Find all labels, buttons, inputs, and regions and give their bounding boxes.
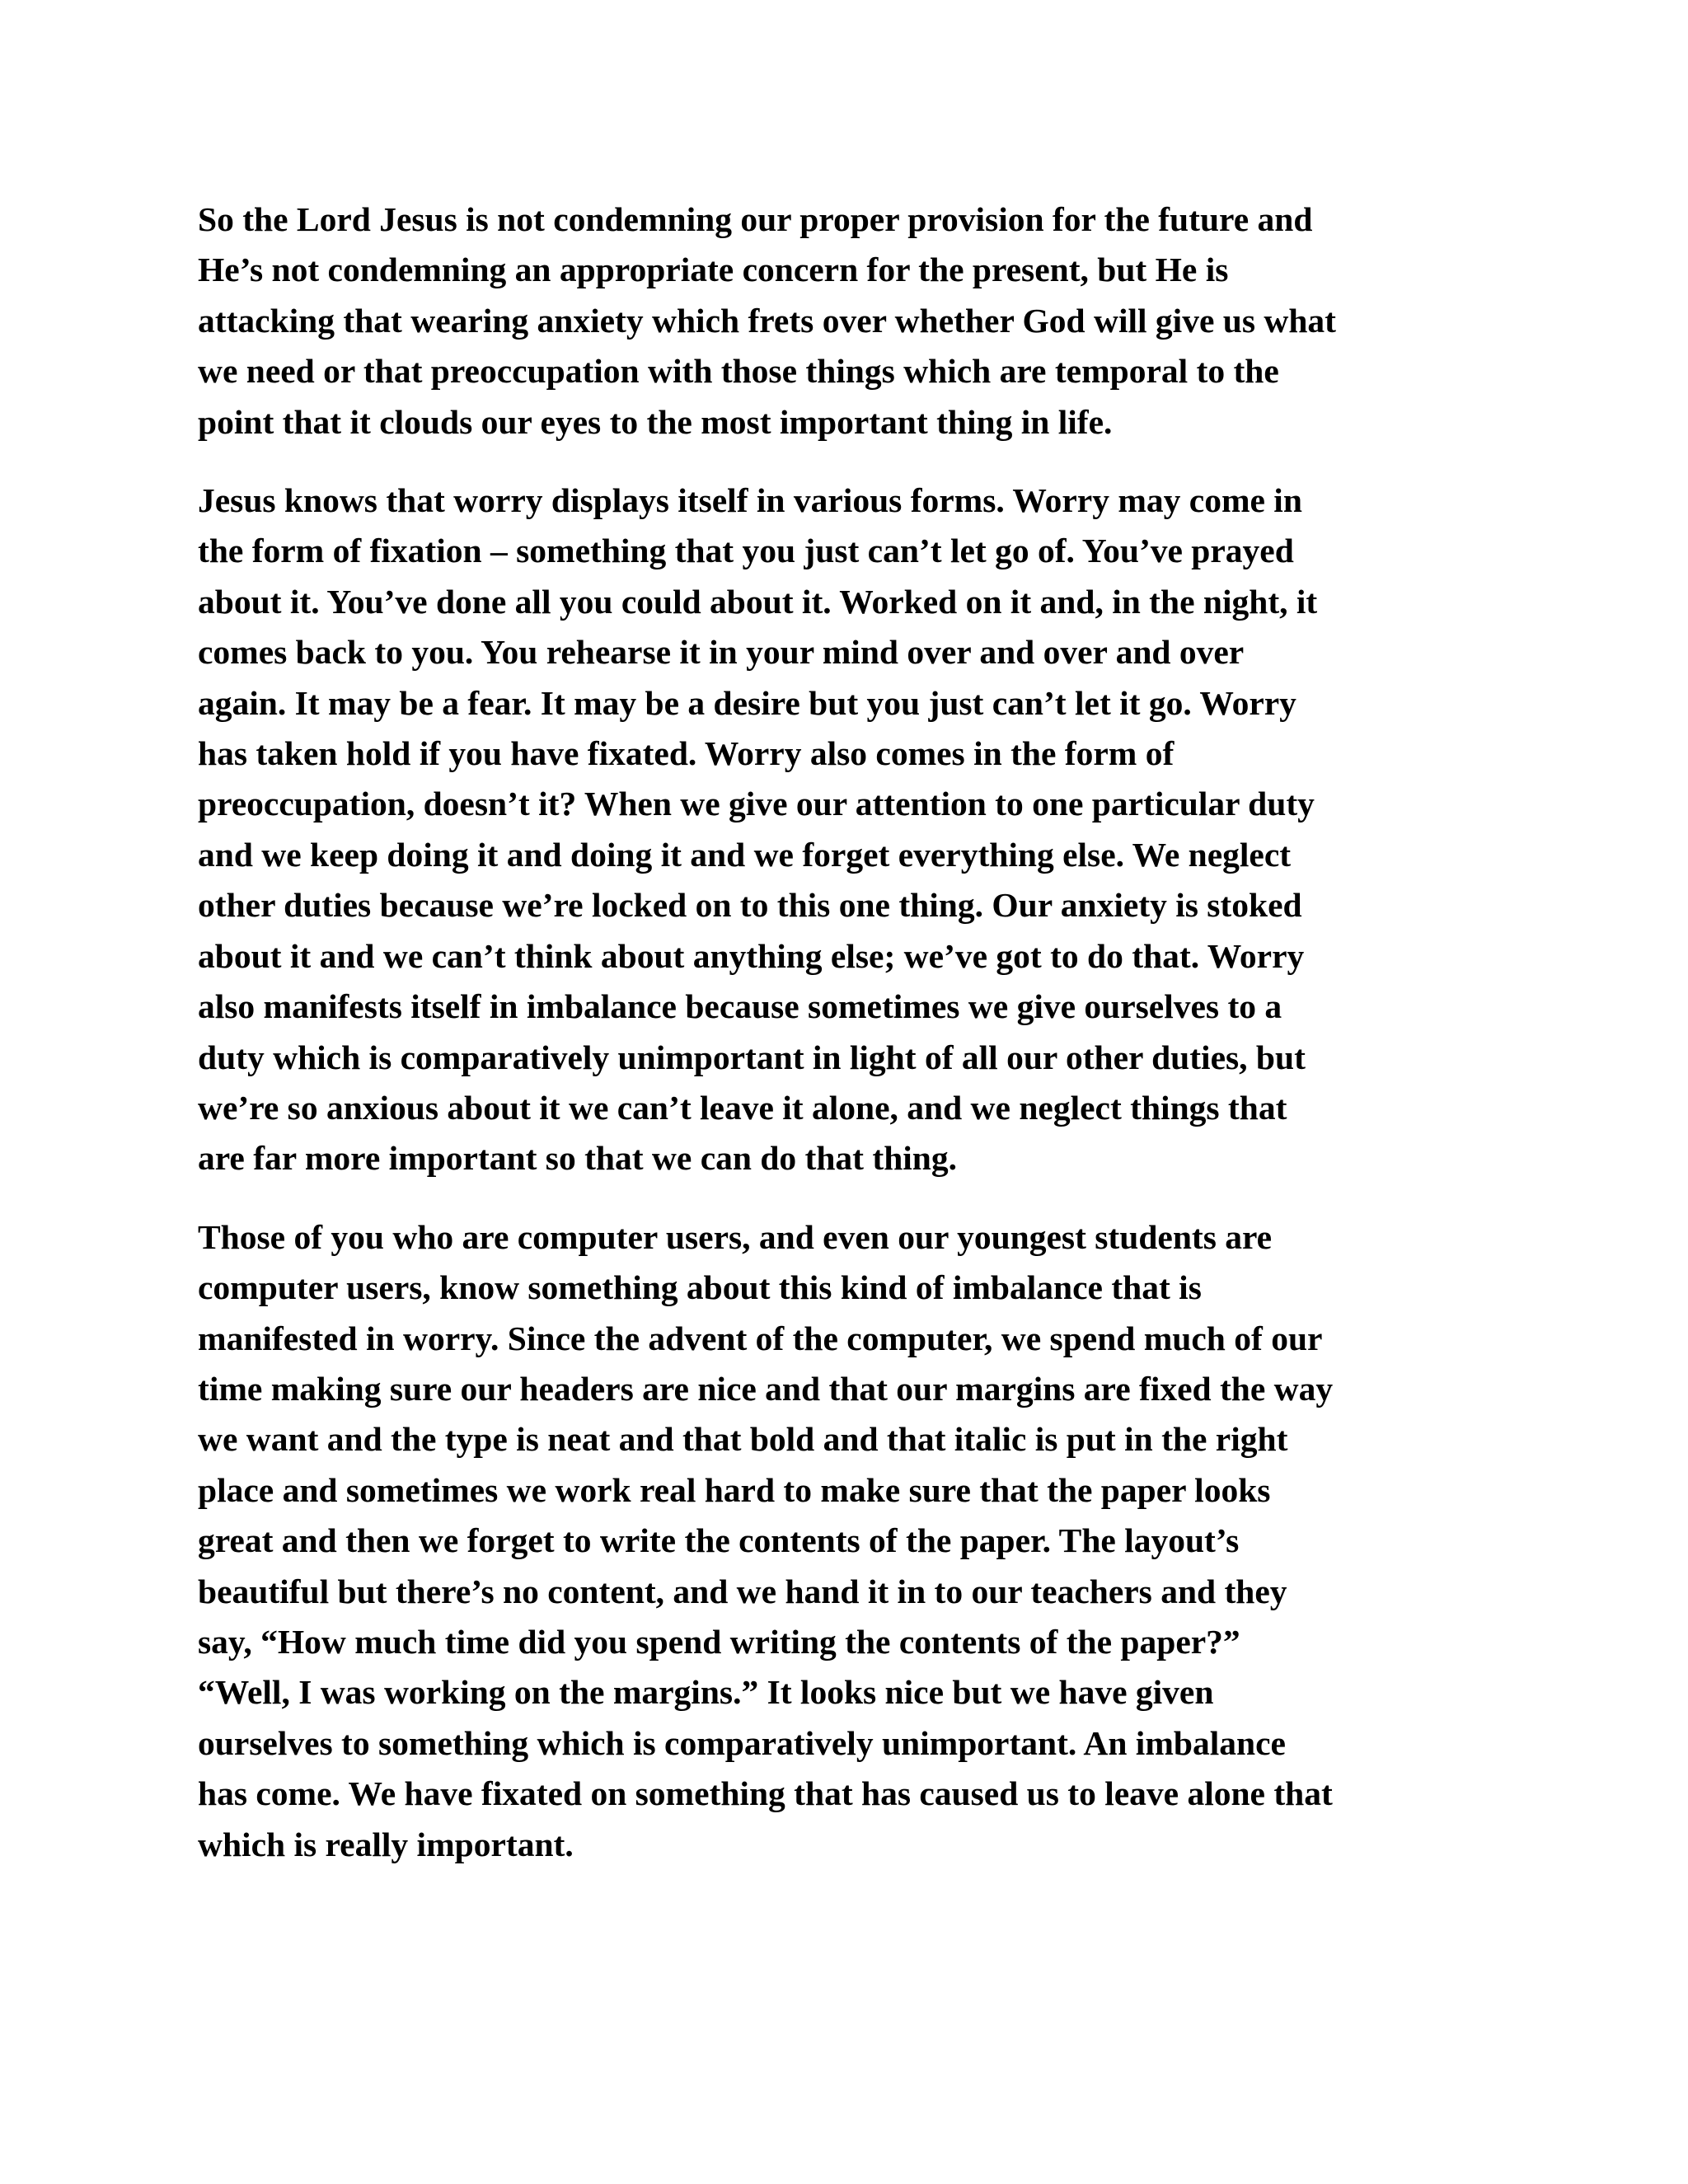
- document-body: [198, 194, 1496, 1898]
- paragraph-provision: So the Lord Jesus is not condemning our proper provision for the future and He’s not condemning an appropriate concern for the present, but He is attacking that wearing anxiety which frets over whether God will give us what we need or that preoccupation with those things which are temporal to the point that it clouds our eyes to the most important thing in life.: [198, 200, 1336, 441]
- paragraph-forms-of-worry: Jesus knows that worry displays itself in various forms. Worry may come in the form of fixation – something that you just can’t let go of. You’ve prayed about it. You’ve done all you could about it. Worked on it and, in the night, it comes back to you. You rehearse it in your mind over and over and over again. It may be a fear. It may be a desire but you just can’t let it go. Worry has taken hold if you have fixated. Worry also comes in the form of preoccupation, doesn’t it? When we give our attention to one particular duty and we keep doing it and doing it and we forget everything else. We neglect other duties because we’re locked on to this one thing. Our anxiety is stoked about it and we can’t think about anything else; we’ve got to do that. Worry also manifests itself in imbalance because sometimes we give ourselves to a duty which is comparatively unimportant in light of all our other duties, but we’re so anxious about it we can’t leave it alone, and we neglect things that are far more important so that we can do that thing.: [198, 481, 1318, 1178]
- paragraph-computer-users: Those of you who are computer users, and even our youngest students are computer users, know something about this kind of imbalance that is manifested in worry. Since the advent of the computer, we spend much of our time making sure our headers are nice and that our margins are fixed the way we want and the type is neat and that bold and that italic is put in the right place and sometimes we work real hard to make sure that the paper looks great and then we forget to write the contents of the paper. The layout’s beautiful but there’s no content, and we hand it in to our teachers and they say, “How much time did you spend writing the contents of the paper?” “Well, I was working on the margins.” It looks nice but we have given ourselves to something which is comparatively unimportant. An imbalance has come. We have fixated on something that has caused us to leave alone that which is really important.: [198, 1217, 1334, 1863]
